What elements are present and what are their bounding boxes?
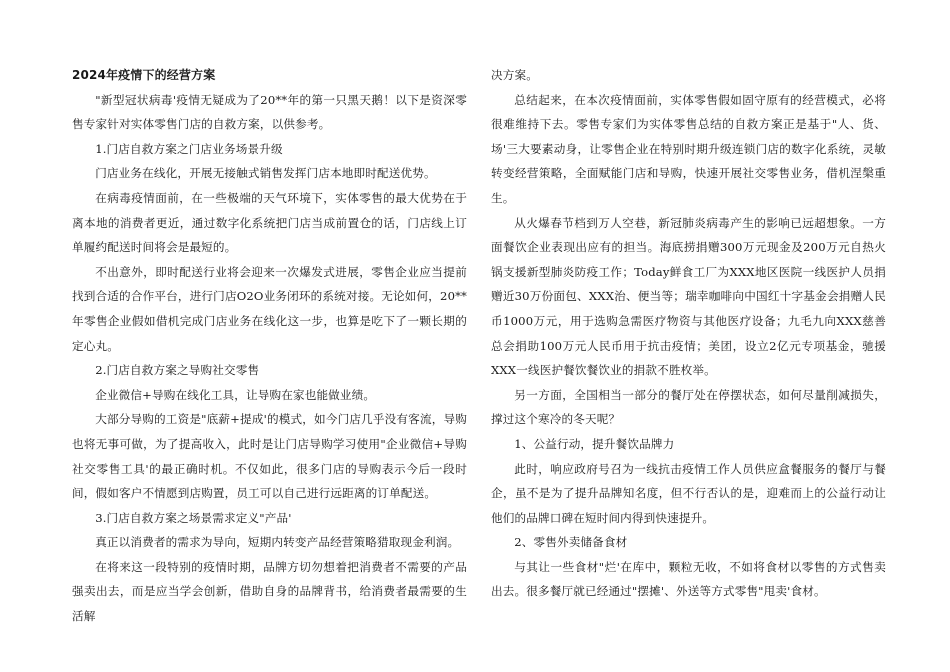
paragraph: 与其让一些食材"烂'在库中，颗粒无收，不如将食材以零售的方式售卖出去。很多餐厅就已经通过"摆摊'、外送等方式零售"甩卖'食材。 [491, 559, 886, 599]
paragraph: 另一方面，全国相当一部分的餐厅处在停摆状态，如何尽量削减损失，撑过这个寒冷的冬天呢？ [491, 387, 886, 427]
right-column [491, 63, 886, 604]
paragraph: 从火爆春节档到万人空巷，新冠肺炎病毒产生的影响已远超想象。一方面餐饮企业表现出应有的担当。海底捞捐赠300万元现金及200万元自热火锅支援新型肺炎防疫工作；Today鲜食工厂为XXX地区医院一线医护人员捐赠近30万份面包、XXX治、便当等；瑞幸咖啡向中国红十字基金会捐赠人民币1000万元，用于选购急需医疗物资与其他医疗设备；九毛九向XXX慈善总会捐助100万元人民币用于抗击疫情；美团，设立2亿元专项基金，驰援XXX一线医护餐饮餐饮业的捐款不胜枚举。 [491, 215, 886, 378]
section-heading-3: 3.门店自救方案之场景需求定义"产品' [95, 510, 292, 525]
paragraph: 门店业务在线化，开展无接触式销售发挥门店本地即时配送优势。 [95, 166, 436, 181]
paragraph: 总结起来，在本次疫情面前，实体零售假如固守原有的经营模式，必将很难维持下去。零售专家们为实体零售总结的自救方案正是基于"人、货、场'三大要素动身，让零售企业在特别时期升级连锁门店的数字化系统，灵敏转变经营策略，全面赋能门店和导购，快速开展社交零售业务，借机涅槃重生。 [491, 92, 886, 205]
paragraph: 真正以消费者的需求为导向，短期内转变产品经营策略猎取现金利润。 [95, 535, 460, 550]
document-title: 2024年疫情下的经营方案 [72, 68, 216, 82]
paragraph: 企业微信+导购在线化工具，让导购在家也能做业绩。 [95, 387, 376, 402]
section-heading-2: 2.门店自救方案之导购社交零售 [95, 363, 260, 378]
paragraph-continuation: 决方案。 [491, 68, 538, 82]
paragraph-intro: "新型冠状病毒'疫情无疑成为了20**年的第一只黑天鹅！以下是资深零售专家针对实体零售门店的自救方案，以供参考。 [72, 92, 467, 132]
paragraph: 此时，响应政府号召为一线抗击疫情工作人员供应盒餐服务的餐厅与餐企，虽不是为了提升品牌知名度，但不行否认的是，迎难而上的公益行动让他们的品牌口碑在短时间内得到快速提升。 [491, 461, 886, 525]
section-heading-5: 2、零售外卖储备食材 [514, 535, 628, 550]
section-heading-4: 1、公益行动，提升餐饮品牌力 [514, 436, 675, 451]
paragraph: 在将来这一段特别的疫情时期，品牌方切勿想着把消费者不需要的产品强卖出去，而是应当学会创新，借助自身的品牌背书，给消费者最需要的生活解 [72, 559, 467, 624]
paragraph: 大部分导购的工资是"底薪+提成'的模式，如今门店几乎没有客流，导购也将无事可做，为了提高收入，此时是让门店导购学习使用"企业微信+导购社交零售工具'的最正确时机。不仅如此，很多门店的导购表示今后一段时间，假如客户不情愿到店购置，员工可以自己进行远距离的订单配送。 [72, 412, 467, 501]
paragraph: 在病毒疫情面前，在一些极端的天气环境下，实体零售的最大优势在于离本地的消费者更近，通过数字化系统把门店当成前置仓的话，门店线上订单履约配送时间将会是最短的。 [72, 190, 467, 255]
left-column [72, 63, 467, 629]
paragraph: 不出意外，即时配送行业将会迎来一次爆发式进展，零售企业应当提前找到合适的合作平台，进行门店O2O业务闭环的系统对接。无论如何，20**年零售企业假如借机完成门店业务在线化这一步，也算是吃下了一颗长期的定心丸。 [72, 264, 467, 353]
section-heading-1: 1.门店自救方案之门店业务场景升级 [95, 141, 283, 156]
